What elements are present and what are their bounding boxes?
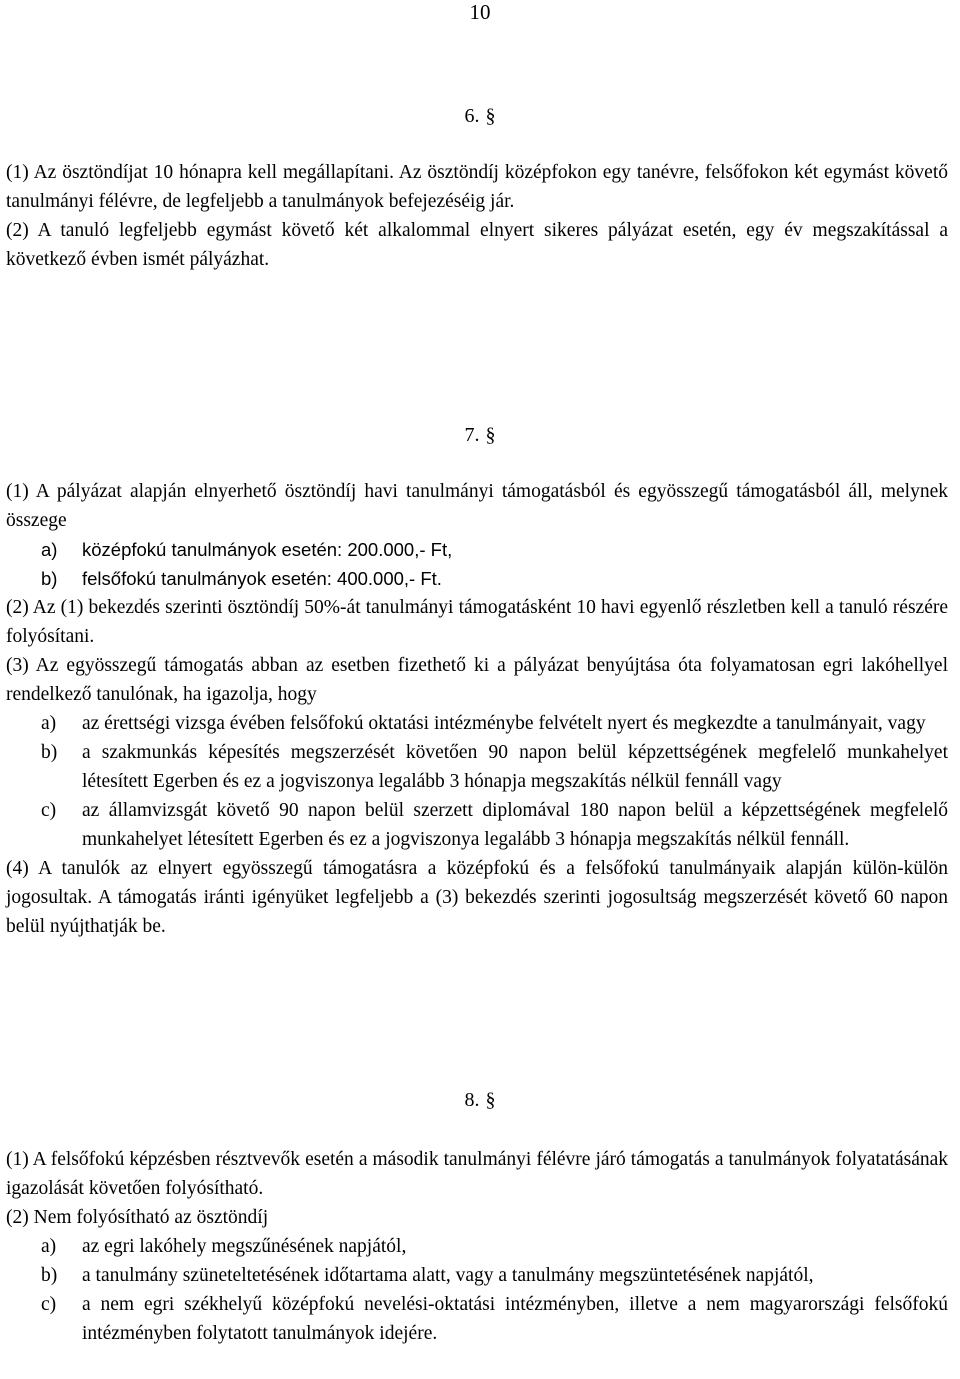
list-label: b) — [41, 742, 58, 763]
paragraph: (4) A tanulók az elnyert egyösszegű támogatásra a középfokú és a felsőfokú tanulmányaik alapján külön-külön jogosultak. A támogatás iránti igényüket legfeljebb a (3) bekezdés szerinti jogosultság megszerzését követő 60 napon belül nyújthatják be. — [6, 858, 948, 937]
list-text: az államvizsgát követő 90 napon belül szerzett diplomával 180 napon belül a képzettségének megfelelő munkahelyet létesített Egerben és ez a jogviszonya legalább 3 hónapja megszakítás nélkül fennáll. — [82, 800, 948, 850]
paragraph: (2) Nem folyósítható az ösztöndíj — [6, 1207, 269, 1228]
page-number: 10 — [469, 0, 491, 24]
list-label: c) — [41, 1294, 57, 1315]
list-text: az érettségi vizsga évében felsőfokú oktatási intézménybe felvételt nyert és megkezdte a tanulmányait, vagy — [82, 713, 926, 734]
section-8-heading — [0, 1086, 960, 1114]
paragraph: (1) A felsőfokú képzésben résztvevők esetén a második tanulmányi félévre járó támogatás a tanulmányok folyatatásának igazolását követően folyósítható. — [6, 1149, 948, 1199]
section-7-body — [6, 477, 948, 941]
list-text: az egri lakóhely megszűnésének napjától, — [82, 1236, 407, 1257]
list-text: a szakmunkás képesítés megszerzését követően 90 napon belül képzettségének megfelelő munkahelyet létesített Egerben és ez a jogviszonya legalább 3 hónapja megszakítás nélkül fennáll vagy — [82, 742, 948, 792]
section-6-heading — [0, 102, 960, 130]
list-label: a) — [41, 1236, 57, 1257]
paragraph: (2) A tanuló legfeljebb egymást követő két alkalommal elnyert sikeres pályázat esetén, egy év megszakítással a következő évben ismét pályázhat. — [6, 220, 948, 270]
section-number: 8. — [464, 1089, 480, 1111]
list-text: a tanulmány szüneteltetésének időtartama alatt, vagy a tanulmány megszüntetésének napjától, — [82, 1265, 814, 1286]
list-item — [6, 738, 948, 796]
list-item — [6, 1261, 948, 1290]
paragraph: (1) Az ösztöndíjat 10 hónapra kell megállapítani. Az ösztöndíj középfokon egy tanévre, felsőfokon két egymást követő tanulmányi félévre, de legfeljebb a tanulmányok befejezéséig jár. — [6, 162, 948, 212]
list-label: c) — [41, 800, 57, 821]
list-text: középfokú tanulmányok esetén: 200.000,- Ft, — [82, 539, 453, 560]
section-7-heading — [0, 421, 960, 449]
list-item — [6, 564, 948, 593]
list-item — [6, 1232, 948, 1261]
list-label: b) — [41, 568, 58, 589]
list-item — [6, 709, 948, 738]
section-6-body — [6, 158, 948, 274]
section-sign: § — [485, 424, 496, 446]
section-8-body — [6, 1145, 948, 1348]
list-text: felsőfokú tanulmányok esetén: 400.000,- Ft. — [82, 568, 442, 589]
section-number: 7. — [464, 424, 480, 446]
list-item — [6, 1290, 948, 1348]
list-label: a) — [41, 713, 57, 734]
section-sign: § — [485, 105, 496, 127]
list-item — [6, 796, 948, 854]
paragraph: (1) A pályázat alapján elnyerhető ösztöndíj havi tanulmányi támogatásból és egyösszegű támogatásból áll, melynek összege — [6, 481, 948, 531]
list-label: b) — [41, 1265, 58, 1286]
paragraph: (2) Az (1) bekezdés szerinti ösztöndíj 50%-át tanulmányi támogatásként 10 havi egyenlő részletben kell a tanuló részére folyósítani. — [6, 597, 948, 647]
list-label: a) — [41, 539, 58, 560]
section-sign: § — [485, 1089, 496, 1111]
section-number: 6. — [464, 105, 480, 127]
paragraph: (3) Az egyösszegű támogatás abban az esetben fizethető ki a pályázat benyújtása óta folyamatosan egri lakóhellyel rendelkező tanulónak, ha igazolja, hogy — [6, 655, 948, 705]
list-text: a nem egri székhelyű középfokú nevelési-oktatási intézményben, illetve a nem magyarországi felsőfokú intézményben folytatott tanulmányok idejére. — [82, 1294, 948, 1344]
list-item — [6, 535, 948, 564]
